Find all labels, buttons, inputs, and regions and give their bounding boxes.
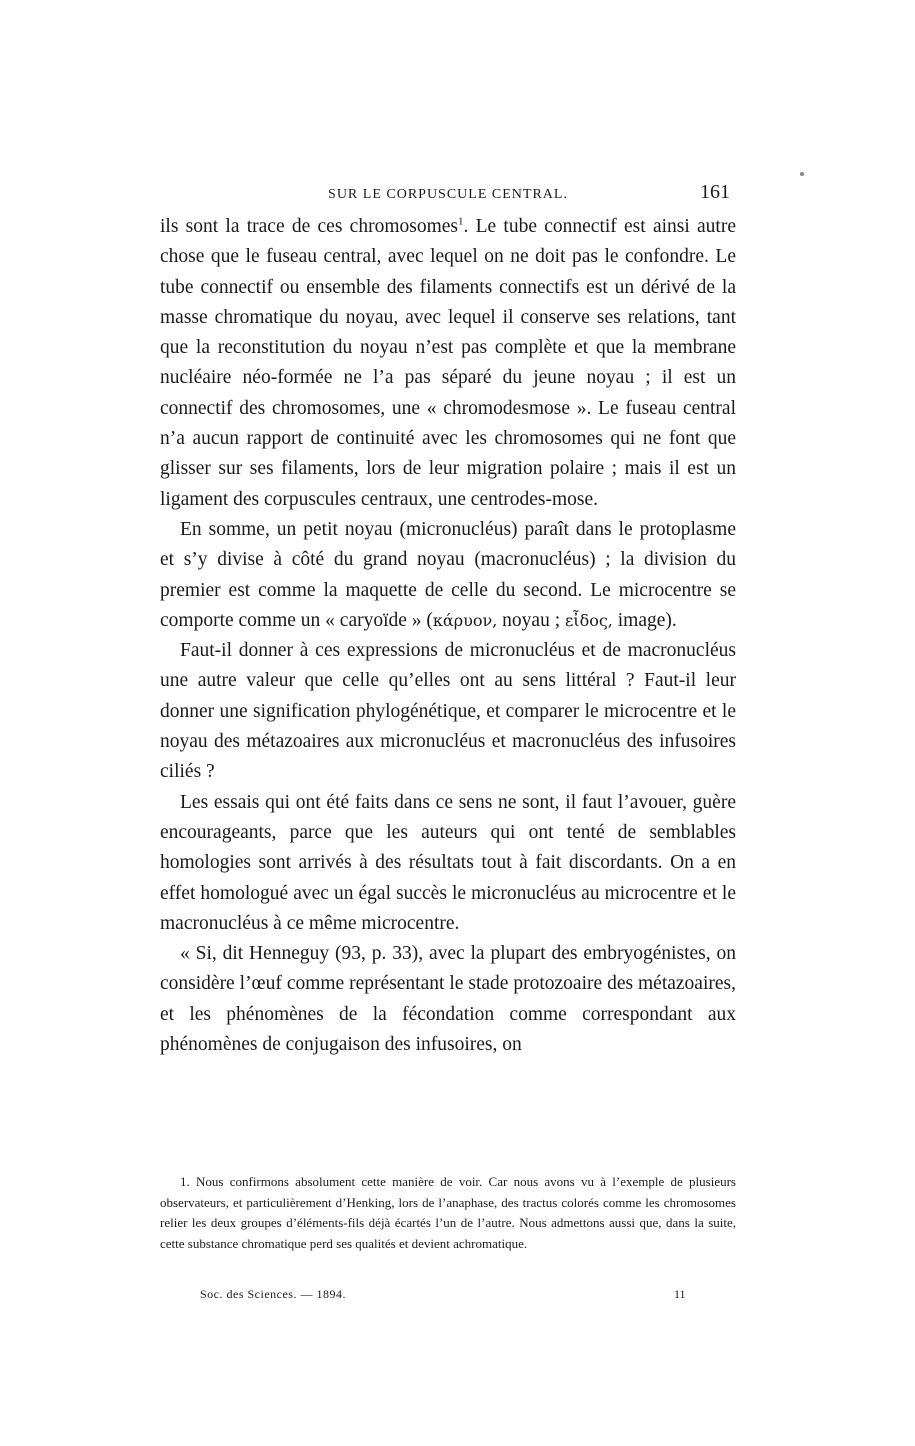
greek-word: κάρυον, xyxy=(432,610,498,630)
running-head: SUR LE CORPUSCULE CENTRAL. xyxy=(328,187,568,202)
greek-word: εἶδος, xyxy=(565,610,613,630)
page-number: 161 xyxy=(700,181,730,203)
footnote-text: 1. Nous confirmons absolument cette manière de voir. Car nous avons vu à l’exemple de plusieurs observateurs, et particulièrement d’Henking, lors de l’anaphase, des tractus colorés comme les chromosomes relier les deux groupes d’éléments-fils déjà écartés l’un de l’autre. Nous admettons aussi que, dans la suite, cette substance chromatique perd ses qualités et devient achromatique. xyxy=(160,1174,736,1251)
paragraph-text: noyau ; xyxy=(497,609,565,631)
body-text xyxy=(160,212,736,1060)
page-header xyxy=(160,181,736,205)
paragraph: Faut-il donner à ces expressions de micronucléus et de macronucléus une autre valeur que celle qu’elles ont au sens littéral ? Faut-il leur donner une signification phylogénétique, et comparer le microcentre et le noyau des métazoaires aux micronucléus et macronucléus des infusoires ciliés ? xyxy=(160,640,736,783)
paragraph-text: ils sont la trace de ces chromosomes xyxy=(160,216,458,237)
printer-signature: Soc. des Sciences. — 1894. xyxy=(200,1287,346,1301)
paragraph-text: . Le tube connectif est ainsi autre chose que le fuseau central, avec lequel on ne doit pas le confondre. Le tube connectif ou ensemble des filaments connectifs est un dérivé de la masse chromatique du noyau, avec lequel il conserve ses relations, tant que la reconstitution du noyau n’est pas complète et que la membrane nucléaire néo-formée ne l’a pas séparé du jeune noyau ; il est un connectif des chromosomes, une « chromodesmose ». Le fuseau central n’a aucun rapport de continuité avec les chromosomes qui ne font que glisser sur ses filaments, lors de leur migration polaire ; mais il est un ligament des corpuscules centraux, une centrodes-mose. xyxy=(160,216,736,510)
paragraph-text: image). xyxy=(612,609,677,631)
signature-number: 11 xyxy=(674,1287,686,1301)
footnote-reference: 1 xyxy=(457,215,464,228)
ink-speck xyxy=(800,172,804,176)
footnote xyxy=(160,1172,736,1254)
paragraph-continuation xyxy=(160,212,736,515)
paragraph-text: En somme, un petit noyau (micronucléus) paraît dans le protoplasme et s’y divise à côté du grand noyau (macronucléus) ; la division du premier est comme la maquette de celle du second. Le microcentre se comporte comme un « caryoïde » ( xyxy=(160,518,736,631)
paragraph: Les essais qui ont été faits dans ce sens ne sont, il faut l’avouer, guère encourageants, parce que les auteurs qui ont tenté de semblables homologies sont arrivés à des résultats tout à fait discordants. On a en effet homologué avec un égal succès le micronucléus au microcentre et le macronucléus à ce même microcentre. xyxy=(160,791,736,934)
paragraph xyxy=(160,515,736,636)
paragraph: « Si, dit Henneguy (93, p. 33), avec la plupart des embryogénistes, on considère l’œuf comme représentant le stade protozoaire des métazoaires, et les phénomènes de la fécondation comme correspondant aux phénomènes de conjugaison des infusoires, on xyxy=(160,943,736,1056)
